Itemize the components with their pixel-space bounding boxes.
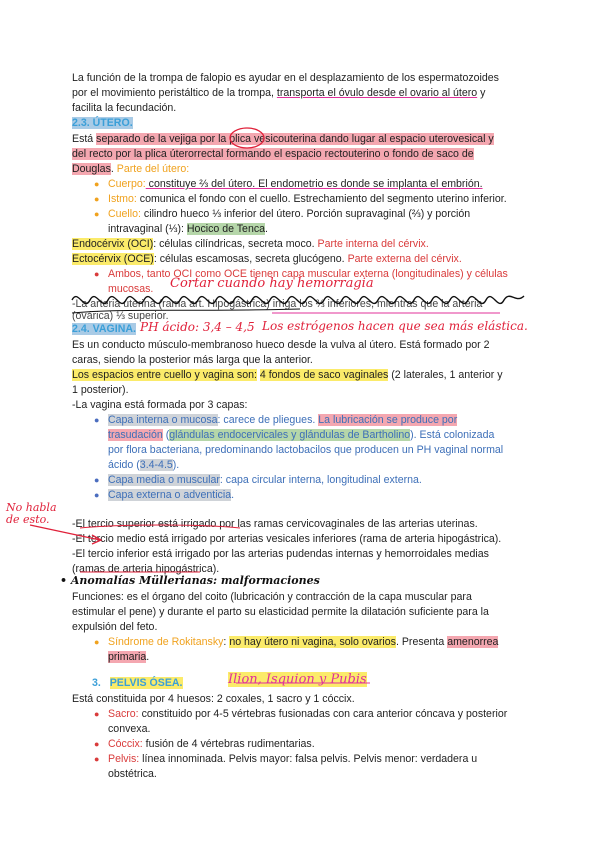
pelvis-line-1: Está constituida por 4 huesos: 2 coxales, 1 sacro y 1 cóccix. [72,693,355,705]
arteria-line-1: -La arteria uterina (rama art. Hipogástrica) irriga los ⅔ inferiores, mientras que la arteria [72,298,483,310]
bullet-icon: ● [94,179,100,189]
vagina-line-5: -La vagina está formada por 3 capas: [72,399,248,411]
arteria-line-2: (ovárica) ⅓ superior. [72,310,169,322]
label: Istmo: [108,193,137,205]
ambos-line-1: Ambos, tanto OCI como OCE tienen capa muscular externa (longitudinales) y células [108,268,508,280]
ambos-line-2: mucosas. [108,283,154,295]
text: : [223,636,230,648]
heading-text: 2.3. ÚTERO. [72,117,133,129]
cuerpo-line [108,177,483,191]
text: ). Está colonizada [410,429,495,441]
label: Síndrome de Rokitansky [108,636,224,648]
intro-line-1: La función de la trompa de falopio es ayudar en el desplazamiento de los espermatozoides [72,72,499,84]
cuello-line-1 [108,207,470,221]
coccix-line [108,737,315,751]
handwritten-note-ph: PH ácido: 3,4 – 4,5 [140,320,255,334]
istmo-line [108,192,507,206]
heading-text: PELVIS ÓSEA. [109,677,183,689]
red-text: Parte externa del cérvix. [347,253,462,265]
bullet-icon: ● [94,194,100,204]
tercio-line-4: (ramas de arteria hipogástrica). [72,563,220,575]
capa-externa-line [108,488,234,502]
text: . Presenta [395,636,448,648]
highlighted-text: Capa externa o adventicia [108,489,232,501]
text: . [231,489,235,501]
section-heading-vagina [72,322,136,336]
text: ácido ( [108,459,140,471]
highlighted-text: no hay útero ni vagina, solo ovarios [229,636,396,648]
funciones-line-1: Funciones: es el órgano del coito (lubricación y contracción de la capa muscular para [72,591,472,603]
handwritten-note-huesos [228,672,367,687]
text: ). [172,459,180,471]
bullet-icon: ● [94,269,100,279]
handwritten-note-anomalias: • Anomalías Müllerianas: malformaciones [60,574,320,587]
capa-interna-line-2 [108,428,494,442]
vagina-line-4: 1 posterior). [72,384,129,396]
vagina-line-1: Es un conducto músculo-membranoso hueco desde la vulva al útero. Está formado por 2 [72,339,490,351]
bullet-icon: ● [94,490,100,500]
handwritten-text: Ilion, Isquion y Pubis [228,672,367,687]
text: y [477,87,486,99]
utero-line-3 [72,162,189,176]
capa-interna-line-3: por flora bacteriana, predominando lactobacilos que producen un PH vaginal normal [108,444,504,456]
bullet-icon: ● [94,415,100,425]
label: Sacro: [108,708,139,720]
heading-number: 3. [92,677,101,689]
bullet-icon: ● [94,739,100,749]
vagina-line-3 [72,368,503,382]
text: : carece de pliegues. [217,414,319,426]
rokitansky-line-2 [108,650,149,664]
sacro-line-2: convexa. [108,723,151,735]
highlighted-text: amenorrea [447,636,499,648]
text: Está [72,133,97,145]
label: Cuello: [108,208,141,220]
text: : células cilíndricas, secreta moco. [153,238,318,250]
tercio-line-2: -El tercio medio está irrigado por arterias vesicales inferiores (rama de arteria hipogástrica). [72,533,502,545]
text: comunica el fondo con el cuello. Estrechamiento del segmento uterino inferior. [136,193,507,205]
oci-line [72,237,429,251]
text: constituido por 4-5 vértebras fusionadas con cara anterior cóncava y posterior [138,708,508,720]
text: constituye ⅔ del útero. El endometrio es donde se implanta el embrión. [145,178,483,190]
highlighted-text: glándulas endocervicales y glándulas de Bartholino [169,429,411,441]
capa-media-line [108,473,422,487]
funciones-line-3: expulsión del feto. [72,621,158,633]
capa-interna-line-4 [108,458,179,472]
subheading-text: Parte del útero: [116,163,190,175]
funciones-line-2: estimular el pene) y durante el parto su elasticidad permite la dilatación suficiente para la [72,606,489,618]
bullet-icon: ● [94,709,100,719]
text: : células escamosas, secreta glucógeno. [153,253,348,265]
heading-text: 2.4. VAGINA. [72,323,136,335]
oce-line [72,252,462,266]
text: (2 laterales, 1 anterior y [388,369,503,381]
pelvis-def-line-1 [108,752,477,766]
highlighted-text: separado de la vejiga por la plica vesicouterina dando lugar al espacio uterovesical y [96,133,494,145]
sacro-line-1 [108,707,507,721]
highlighted-text: 3.4-4.5 [139,459,173,471]
tercio-line-3: -El tercio inferior está irrigado por las arterias pudendas internas y hemorroidales medias [72,548,489,560]
tercio-line-1: -El tercio superior está irrigado por las ramas cervicovaginales de las arterias uterinas. [72,518,478,530]
label: Cóccix: [108,738,143,750]
highlighted-text: Endocérvix (OCI) [72,238,154,250]
section-heading-utero [72,116,133,130]
utero-line-2 [72,147,474,161]
red-text: Parte interna del cérvix. [317,238,429,250]
text: . [146,651,150,663]
handwritten-note-cortar: Cortar cuando hay hemorragia [170,276,374,291]
bullet-icon: ● [94,637,100,647]
highlighted-text: 4 fondos de saco vaginales [259,369,389,381]
rokitansky-line-1 [108,635,498,649]
highlighted-text: Ectocérvix (OCE) [72,253,154,265]
bullet-icon: ● [94,475,100,485]
intro-line-3: facilita la fecundación. [72,102,177,114]
utero-line-1 [72,132,494,146]
text: : capa circular interna, longitudinal externa. [219,474,422,486]
cuello-line-2 [108,222,268,236]
bullet-icon: ● [94,209,100,219]
text: . [265,223,268,235]
text: ( [162,429,170,441]
highlighted-text: Capa interna o mucosa [108,414,218,426]
label: Cuerpo: [108,178,146,190]
text: intravaginal (⅓): [108,223,187,235]
highlighted-text: Los espacios entre cuello y vagina son: [72,369,257,381]
vagina-line-2: caras, siendo la posterior más larga que la anterior. [72,354,313,366]
section-heading-pelvis [92,676,183,690]
text: . [110,163,117,175]
text: por el movimiento peristáltico de la trompa, [72,87,277,99]
highlighted-text: La lubricación se produce por [318,414,458,426]
highlighted-text: trasudación [108,429,163,441]
highlighted-text: primaria [108,651,147,663]
pelvis-def-line-2: obstétrica. [108,768,157,780]
underlined-text: transporta el óvulo desde el ovario al útero [276,87,478,99]
bullet-icon: ● [94,754,100,764]
text: cilindro hueco ⅓ inferior del útero. Porción supravaginal (⅔) y porción [140,208,471,220]
handwritten-note-estrogenos: Los estrógenos hacen que sea más elástica. [262,319,528,333]
text: fusión de 4 vértebras rudimentarias. [142,738,315,750]
highlighted-text: Capa media o muscular [108,474,220,486]
highlighted-text: Hocico de Tenca [186,223,266,235]
highlighted-text: Douglas [72,163,111,175]
capa-interna-line-1 [108,413,457,427]
text: línea innominada. Pelvis mayor: falsa pelvis. Pelvis menor: verdadera u [139,753,478,765]
label: Pelvis: [108,753,140,765]
handwritten-note-no-habla: No habla de esto. [6,501,57,526]
intro-line-2 [72,86,485,100]
highlighted-text: del recto por la plica úterorrectal formando el espacio rectouterino o fondo de saco de [72,148,474,160]
